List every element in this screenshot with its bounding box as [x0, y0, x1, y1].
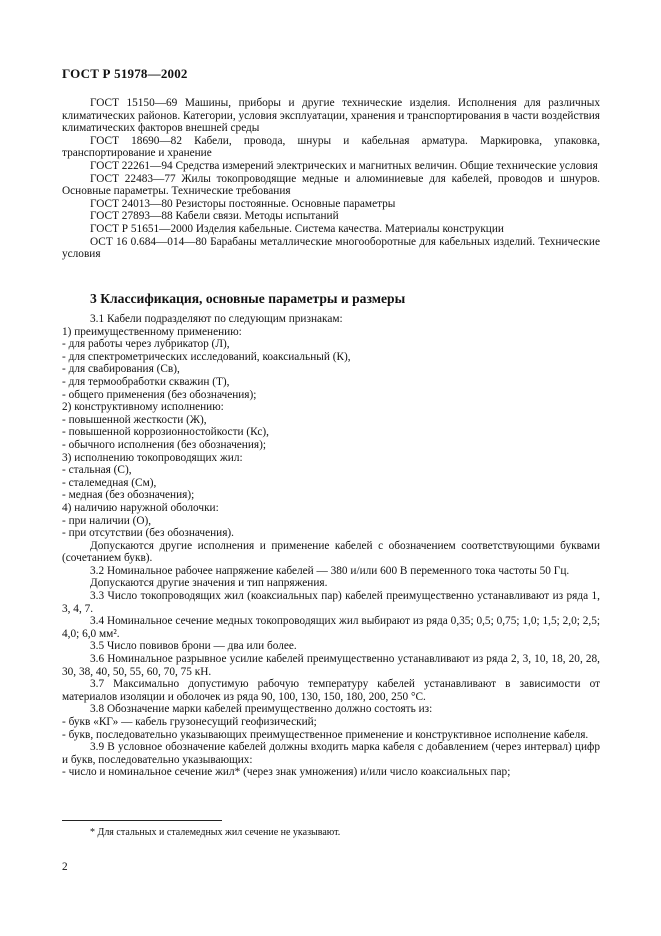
section-body [62, 313, 600, 779]
footnote: * Для стальных и сталемедных жил сечение не указывают. [90, 827, 341, 838]
footnote-divider [62, 820, 222, 821]
reference-item: ГОСТ Р 51651—2000 Изделия кабельные. Система качества. Материалы конструкции [90, 222, 504, 235]
reference-item: ГОСТ 18690—82 Кабели, провода, шнуры и кабельная арматура. Маркировка, упаковка, транспортирование и хранение [62, 134, 600, 160]
paragraph: - для термообработки скважин (Т), [62, 375, 230, 388]
paragraph: 3.7 Максимально допустимую рабочую температуру кабелей устанавливают в зависимости от материалов изоляции и оболочек из ряда 90, 100, 130, 150, 180, 200, 250 °С. [62, 678, 600, 703]
paragraph: - при отсутствии (без обозначения). [62, 527, 234, 540]
paragraph: 3.5 Число повивов брони — два или более. [90, 640, 297, 653]
paragraph: 3.1 Кабели подразделяют по следующим признакам: [90, 313, 343, 325]
reference-item: ГОСТ 15150—69 Машины, приборы и другие технические изделия. Исполнения для различных климатических районов. Категории, условия эксплуатации, хранения и транспортирования в части воздействия климатических факторов внешней среды [62, 97, 600, 135]
paragraph: - повышенной коррозионностойкости (Кс), [62, 426, 269, 439]
paragraph: - медная (без обозначения); [62, 489, 195, 502]
paragraph: 3.4 Номинальное сечение медных токопроводящих жил выбирают из ряда 0,35; 0,5; 0,75; 1,0; 1,5; 2,0; 2,5; 4,0; 6,0 мм². [62, 615, 600, 640]
paragraph: Допускаются другие значения и тип напряжения. [90, 577, 328, 590]
section-title: 3 Классификация, основные параметры и размеры [90, 291, 406, 306]
reference-item: ГОСТ 24013—80 Резисторы постоянные. Основные параметры [90, 197, 396, 210]
paragraph: 3.6 Номинальное разрывное усилие кабелей преимущественно устанавливают из ряда 2, 3, 10, 18, 20, 28, 30, 38, 40, 50, 55, 60, 70, 75 кН. [62, 653, 600, 678]
paragraph: 3.3 Число токопроводящих жил (коаксиальных пар) кабелей преимущественно устанавливают из ряда 1, 3, 4, 7. [62, 590, 600, 615]
document-header: ГОСТ Р 51978—2002 [62, 66, 188, 81]
normative-references [62, 97, 600, 261]
paragraph: 3.2 Номинальное рабочее напряжение кабелей — 380 и/или 600 В переменного тока частоты 50 Гц. [90, 564, 570, 577]
paragraph: 3.9 В условное обозначение кабелей должны входить марка кабеля с добавлением (через интервал) цифр и букв, последовательно указывающих: [62, 741, 600, 766]
reference-item: ОСТ 16 0.684—014—80 Барабаны металлические многооборотные для кабельных изделий. Технические условия [62, 235, 600, 261]
paragraph: - число и номинальное сечение жил* (через знак умножения) и/или число коаксиальных пар; [62, 766, 511, 779]
paragraph: - повышенной жесткости (Ж), [62, 413, 207, 426]
paragraph: 1) преимущественному применению: [62, 325, 242, 338]
paragraph: - обычного исполнения (без обозначения); [62, 438, 266, 451]
paragraph: - стальная (С), [62, 464, 132, 477]
paragraph: 3.8 Обозначение марки кабелей преимущественно должно состоять из: [90, 703, 433, 716]
paragraph: 4) наличию наружной оболочки: [62, 501, 219, 514]
paragraph: - для работы через лубрикатор (Л), [62, 338, 230, 351]
paragraph: - общего применения (без обозначения); [62, 388, 257, 401]
paragraph: - букв, последовательно указывающих преимущественное применение и конструктивное исполнение кабеля. [62, 728, 589, 741]
paragraph: - для свабирования (Св), [62, 363, 180, 376]
page-number: 2 [62, 861, 68, 873]
paragraph: - для спектрометрических исследований, коаксиальный (К), [62, 350, 351, 363]
reference-item: ГОСТ 27893—88 Кабели связи. Методы испытаний [90, 210, 339, 223]
paragraph: - при наличии (О), [62, 514, 152, 527]
paragraph: - букв «КГ» — кабель грузонесущий геофизический; [62, 716, 317, 728]
reference-item: ГОСТ 22261—94 Средства измерений электрических и магнитных величин. Общие технические условия [90, 159, 598, 172]
paragraph: 3) исполнению токопроводящих жил: [62, 451, 243, 464]
paragraph: Допускаются другие исполнения и применение кабелей с обозначением соответствующими буквами (сочетанием букв). [62, 539, 600, 565]
paragraph: 2) конструктивному исполнению: [62, 401, 224, 414]
reference-item: ГОСТ 22483—77 Жилы токопроводящие медные и алюминиевые для кабелей, проводов и шнуров. Основные параметры. Технические требования [62, 172, 600, 198]
paragraph: - сталемедная (См), [62, 476, 157, 489]
